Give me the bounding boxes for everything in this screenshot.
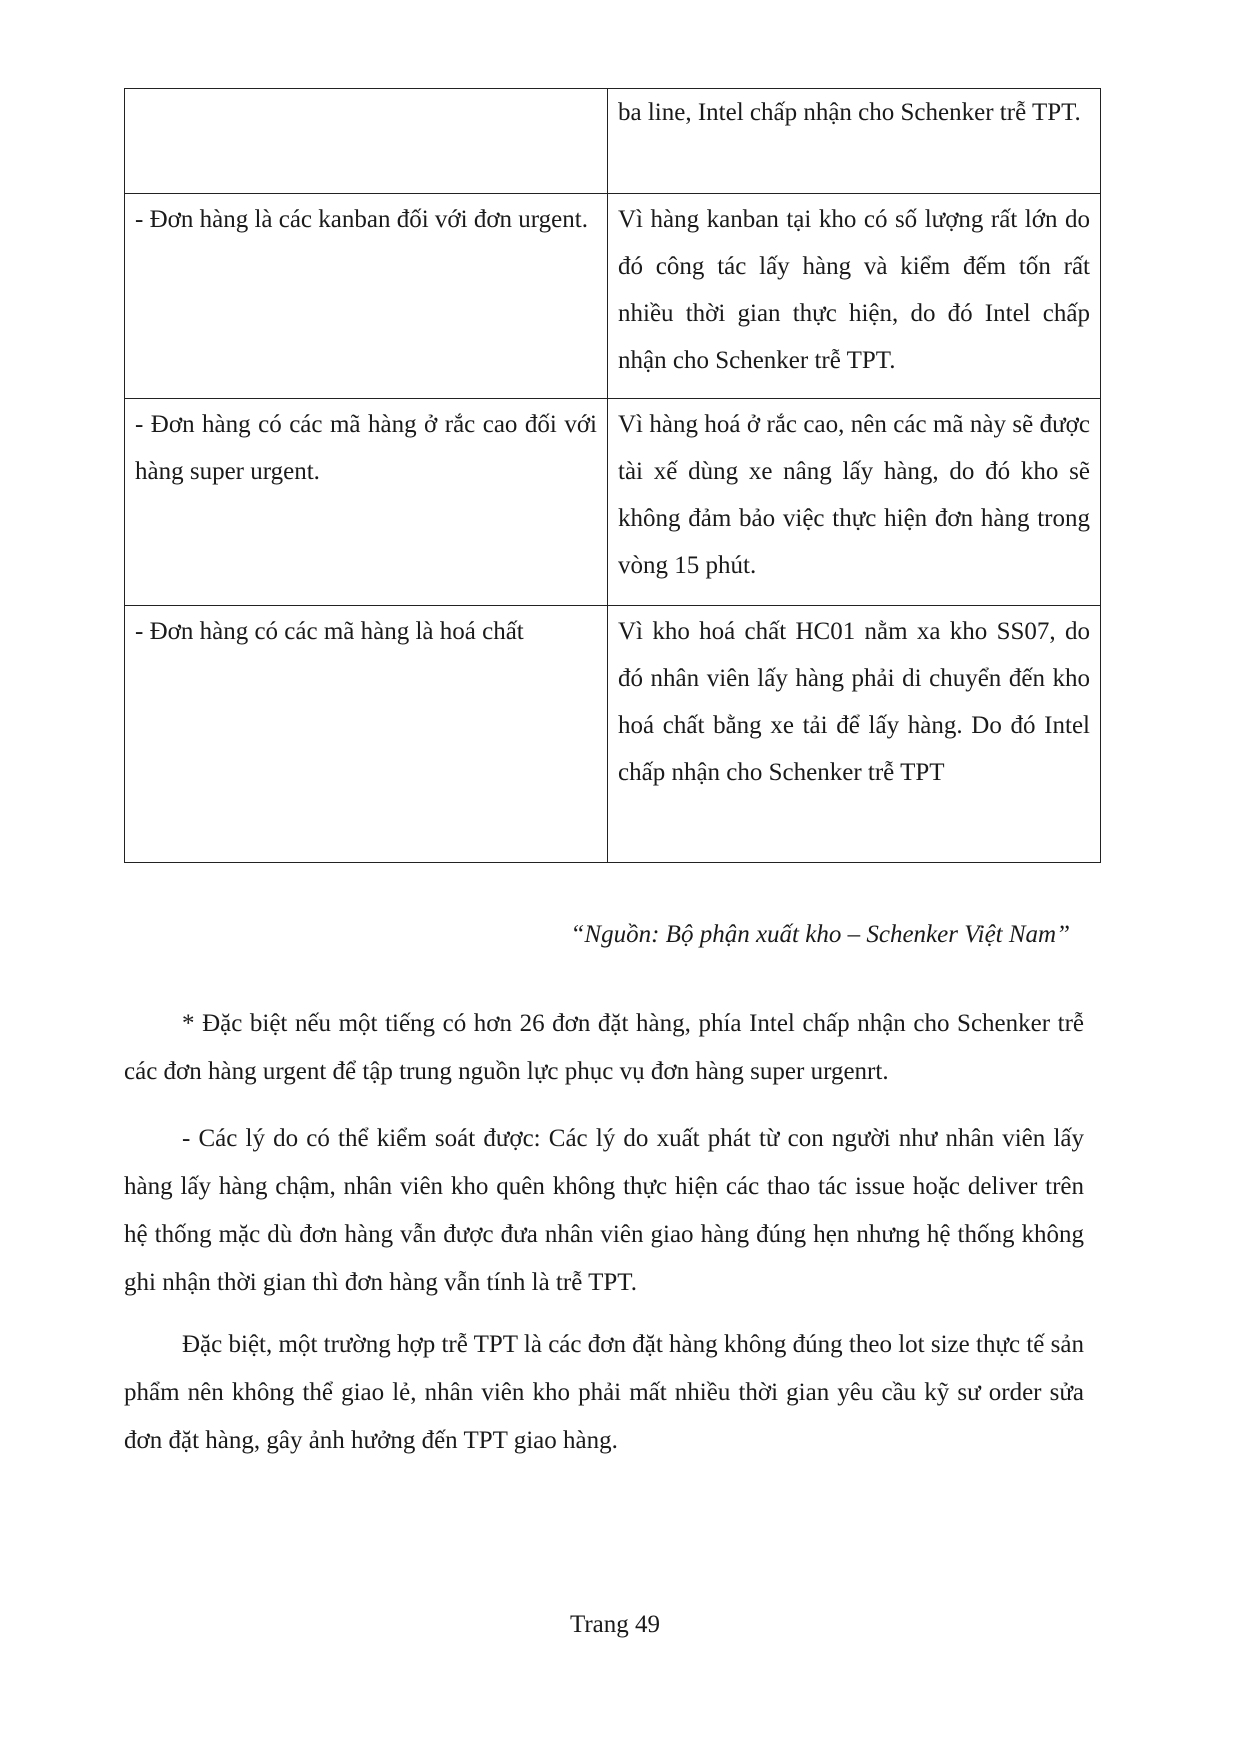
source-note: “Nguồn: Bộ phận xuất kho – Schenker Việt Nam” — [570, 921, 1070, 948]
table-row — [125, 89, 1101, 194]
paragraph-controllable-reasons: - Các lý do có thể kiểm soát được: Các lý do xuất phát từ con người như nhân viên lấy hàng lấy hàng chậm, nhân viên kho quên không thực hiện các thao tác issue hoặc deliver trên hệ thống mặc dù đơn hàng vẫn được đưa nhân viên giao hàng đúng hẹn nhưng hệ thống không ghi nhận thời gian thì đơn hàng vẫn tính là trễ TPT. — [124, 1125, 1084, 1296]
table-cell-left — [125, 89, 608, 194]
paragraph-lot-size-case: Đặc biệt, một trường hợp trễ TPT là các đơn đặt hàng không đúng theo lot size thực tế sản phẩm nên không thể giao lẻ, nhân viên kho phải mất nhiều thời gian yêu cầu kỹ sư order sửa đơn đặt hàng, gây ảnh hưởng đến TPT giao hàng. — [124, 1331, 1084, 1454]
table-cell-left: - Đơn hàng là các kanban đối với đơn urgent. — [125, 194, 608, 399]
table-row — [125, 606, 1101, 863]
table-row — [125, 194, 1101, 399]
table-cell-right: Vì hàng kanban tại kho có số lượng rất lớn do đó công tác lấy hàng và kiểm đếm tốn rất nhiều thời gian thực hiện, do đó Intel chấp nhận cho Schenker trễ TPT. — [608, 194, 1101, 399]
page-number: Trang 49 — [569, 1611, 661, 1638]
table-cell-right: ba line, Intel chấp nhận cho Schenker trễ TPT. — [608, 89, 1101, 194]
reasons-table — [124, 88, 1101, 863]
paragraph-special-note: * Đặc biệt nếu một tiếng có hơn 26 đơn đặt hàng, phía Intel chấp nhận cho Schenker trễ các đơn hàng urgent để tập trung nguồn lực phục vụ đơn hàng super urgenrt. — [124, 1010, 1084, 1085]
table-cell-right: Vì kho hoá chất HC01 nằm xa kho SS07, do đó nhân viên lấy hàng phải di chuyển đến kho hoá chất bằng xe tải để lấy hàng. Do đó Intel chấp nhận cho Schenker trễ TPT — [608, 606, 1101, 863]
table-cell-left: - Đơn hàng có các mã hàng ở rắc cao đối với hàng super urgent. — [125, 399, 608, 606]
table-cell-left: - Đơn hàng có các mã hàng là hoá chất — [125, 606, 608, 863]
table-row — [125, 399, 1101, 606]
table-cell-right: Vì hàng hoá ở rắc cao, nên các mã này sẽ được tài xế dùng xe nâng lấy hàng, do đó kho sẽ không đảm bảo việc thực hiện đơn hàng trong vòng 15 phút. — [608, 399, 1101, 606]
